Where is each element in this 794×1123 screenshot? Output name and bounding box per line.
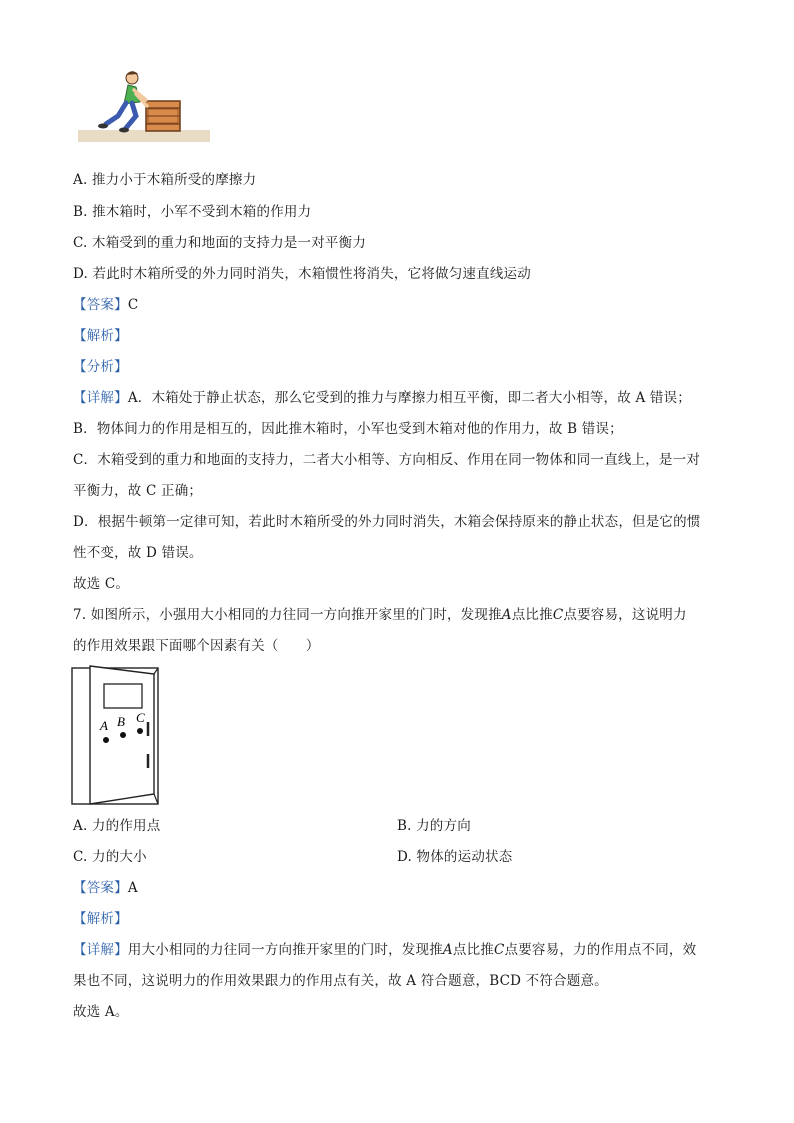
detail-tag: 【详解】: [73, 390, 128, 406]
door-illustration: [70, 664, 162, 808]
answer-tag: 【答案】: [73, 297, 128, 313]
q6-detail-b: B．物体间力的作用是相互的，因此推木箱时，小军也受到木箱对他的作用力，故 B 错误；: [73, 421, 623, 437]
point-a-label: A: [501, 607, 512, 623]
q6-option-d: D. 若此时木箱所受的外力同时消失，木箱惯性将消失，它将做匀速直线运动: [73, 266, 531, 282]
q6-option-a: A. 推力小于木箱所受的摩擦力: [73, 172, 257, 188]
q6-answer: [73, 295, 138, 315]
point-b-figure-label: B: [117, 714, 125, 729]
q6-detail-d-2: 性不变，故 D 错误。: [73, 545, 203, 561]
q6-option-c: C. 木箱受到的重力和地面的支持力是一对平衡力: [73, 235, 367, 251]
q6-conclusion: 故选 C。: [73, 576, 130, 592]
q7-answer: [73, 878, 138, 898]
q7-conclusion: 故选 A。: [73, 1004, 129, 1020]
q6-detail-d-1: D．根据牛顿第一定律可知，若此时木箱所受的外力同时消失，木箱会保持原来的静止状态，但是它的惯: [73, 514, 701, 530]
point-b-dot: [120, 732, 126, 738]
wooden-box: [146, 101, 180, 131]
q7-detail-line-1: 【详解】用大小相同的力往同一方向推开家里的门时，发现推A点比推C点要容易，力的作用点不同，效: [73, 942, 697, 958]
q6-option-b: B. 推木箱时，小军不受到木箱的作用力: [73, 204, 312, 220]
answer-value: A: [127, 880, 138, 896]
q7-option-a: A. 力的作用点: [73, 818, 161, 834]
q6-fenxi-tag: 【分析】: [73, 359, 128, 375]
boy-figure: [98, 71, 147, 132]
point-a-figure-label: A: [100, 718, 108, 733]
q7-analysis-tag: 【解析】: [73, 911, 128, 927]
answer-tag: 【答案】: [73, 880, 128, 896]
ground: [78, 130, 210, 142]
q7-detail-line-2: 果也不同，这说明力的作用效果跟力的作用点有关，故 A 符合题意，BCD 不符合题意。: [73, 973, 608, 989]
q6-detail-c-2: 平衡力，故 C 正确；: [73, 483, 203, 499]
point-c-figure-label: C: [136, 710, 145, 725]
q7-option-c: C. 力的大小: [73, 849, 147, 865]
q7-option-b: B. 力的方向: [397, 818, 471, 834]
q7-stem-line-1: 7. 如图所示，小强用大小相同的力往同一方向推开家里的门时，发现推A点比推C点要容易，这说明力: [73, 607, 687, 623]
q6-analysis-tag: 【解析】: [73, 328, 128, 344]
detail-tag: 【详解】: [73, 942, 128, 958]
answer-value: C: [127, 297, 139, 313]
q6-detail-a: 【详解】A．木箱处于静止状态，那么它受到的推力与摩擦力相互平衡，即二者大小相等，故 A 错误；: [73, 390, 691, 406]
boy-pushing-box-illustration: [76, 66, 212, 146]
point-c-dot: [137, 728, 143, 734]
point-c-label: C: [552, 607, 564, 623]
q7-option-d: D. 物体的运动状态: [397, 849, 513, 865]
point-a-dot: [103, 737, 109, 743]
q7-stem-line-2: 的作用效果跟下面哪个因素有关（ ）: [73, 638, 320, 654]
q6-detail-c-1: C．木箱受到的重力和地面的支持力，二者大小相等、方向相反、作用在同一物体和同一直线上，是一对: [73, 452, 701, 468]
